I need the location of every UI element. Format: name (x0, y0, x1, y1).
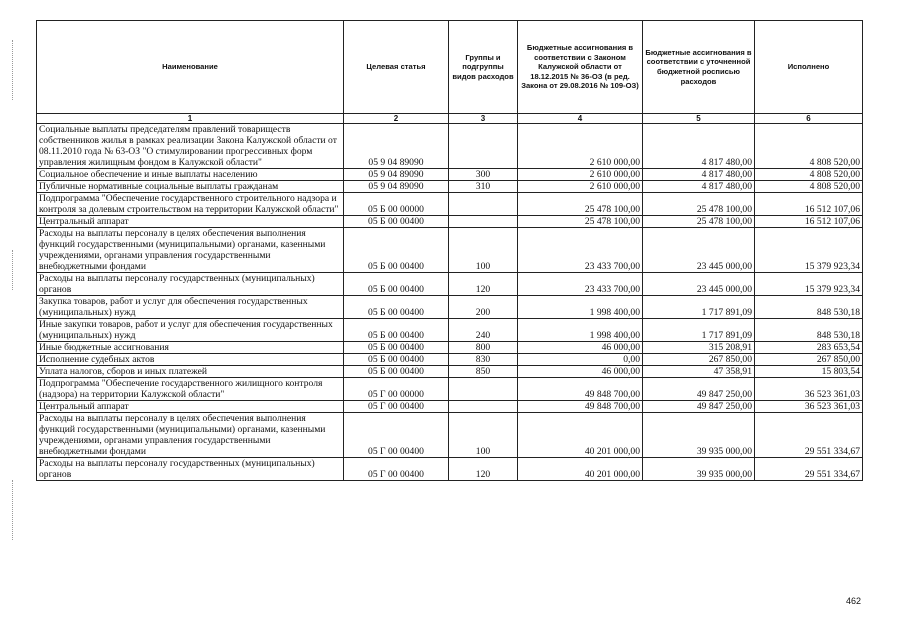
table-row (37, 342, 863, 354)
column-number: 4 (518, 114, 643, 124)
row-group: 100 (449, 228, 518, 273)
row-code: 05 Б 00 00400 (344, 342, 449, 354)
margin-dots (12, 480, 13, 540)
row-group: 850 (449, 366, 518, 378)
table-row (37, 401, 863, 413)
table-row (37, 216, 863, 228)
row-name: Публичные нормативные социальные выплаты гражданам (37, 181, 344, 193)
row-group: 120 (449, 273, 518, 296)
row-budget: 23 433 700,00 (518, 273, 643, 296)
row-done: 15 379 923,34 (755, 273, 863, 296)
table-row (37, 413, 863, 458)
row-code: 05 9 04 89090 (344, 169, 449, 181)
column-number: 3 (449, 114, 518, 124)
table-row (37, 378, 863, 401)
row-budget: 40 201 000,00 (518, 413, 643, 458)
row-name: Социальное обеспечение и иные выплаты населению (37, 169, 344, 181)
row-name: Расходы на выплаты персоналу государственных (муниципальных) органов (37, 458, 344, 481)
row-refined: 25 478 100,00 (643, 193, 755, 216)
row-refined: 23 445 000,00 (643, 228, 755, 273)
row-name: Расходы на выплаты персоналу в целях обеспечения выполнения функций государственными (муниципальными) органами, казенными учреждениями, органами управления государственными внебюджетными фондами (37, 228, 344, 273)
row-name: Центральный аппарат (37, 216, 344, 228)
row-group: 200 (449, 296, 518, 319)
row-code: 05 Г 00 00400 (344, 413, 449, 458)
row-done: 4 808 520,00 (755, 169, 863, 181)
row-done: 4 808 520,00 (755, 124, 863, 169)
row-done: 848 530,18 (755, 319, 863, 342)
row-group: 310 (449, 181, 518, 193)
row-budget: 49 848 700,00 (518, 378, 643, 401)
row-code: 05 Б 00 00400 (344, 319, 449, 342)
row-code: 05 Б 00 00400 (344, 296, 449, 319)
table-row (37, 228, 863, 273)
row-budget: 2 610 000,00 (518, 169, 643, 181)
row-name: Подпрограмма "Обеспечение государственного жилищного контроля (надзора) на территории Калужской области" (37, 378, 344, 401)
header-name: Наименование (37, 21, 344, 114)
column-number: 5 (643, 114, 755, 124)
column-number-row (37, 114, 863, 124)
row-refined: 1 717 891,09 (643, 296, 755, 319)
column-number: 1 (37, 114, 344, 124)
header-refined: Бюджетные ассигнования в соответствии с уточненной бюджетной росписью расходов (643, 21, 755, 114)
budget-table (36, 20, 863, 481)
row-name: Социальные выплаты председателям правлений товариществ собственников жилья в рамках реализации Закона Калужской области от 08.11.2010 года № 63-ОЗ "О стимулировании прогрессивных форм управления жилищным фондом в Калужской области" (37, 124, 344, 169)
row-code: 05 Г 00 00400 (344, 401, 449, 413)
row-budget: 25 478 100,00 (518, 193, 643, 216)
row-refined: 23 445 000,00 (643, 273, 755, 296)
row-budget: 2 610 000,00 (518, 181, 643, 193)
table-row (37, 273, 863, 296)
header-row (37, 21, 863, 114)
row-refined: 49 847 250,00 (643, 401, 755, 413)
row-code: 05 Г 00 00000 (344, 378, 449, 401)
row-group: 120 (449, 458, 518, 481)
row-name: Центральный аппарат (37, 401, 344, 413)
row-name: Иные закупки товаров, работ и услуг для обеспечения государственных (муниципальных) нужд (37, 319, 344, 342)
row-code: 05 Г 00 00400 (344, 458, 449, 481)
column-number: 6 (755, 114, 863, 124)
row-code: 05 Б 00 00000 (344, 193, 449, 216)
header-done: Исполнено (755, 21, 863, 114)
row-refined: 1 717 891,09 (643, 319, 755, 342)
table-row (37, 193, 863, 216)
row-refined: 25 478 100,00 (643, 216, 755, 228)
row-group (449, 193, 518, 216)
header-code: Целевая статья (344, 21, 449, 114)
row-done: 15 379 923,34 (755, 228, 863, 273)
row-name: Подпрограмма "Обеспечение государственного строительного надзора и контроля за долевым строительством на территории Калужской области" (37, 193, 344, 216)
row-done: 848 530,18 (755, 296, 863, 319)
row-refined: 315 208,91 (643, 342, 755, 354)
row-refined: 4 817 480,00 (643, 181, 755, 193)
row-done: 36 523 361,03 (755, 401, 863, 413)
row-name: Закупка товаров, работ и услуг для обеспечения государственных (муниципальных) нужд (37, 296, 344, 319)
row-name: Иные бюджетные ассигнования (37, 342, 344, 354)
row-group (449, 401, 518, 413)
row-refined: 4 817 480,00 (643, 169, 755, 181)
row-name: Уплата налогов, сборов и иных платежей (37, 366, 344, 378)
margin-dots (12, 40, 13, 100)
row-name: Расходы на выплаты персоналу государственных (муниципальных) органов (37, 273, 344, 296)
header-group: Группы и подгруппы видов расходов (449, 21, 518, 114)
row-budget: 49 848 700,00 (518, 401, 643, 413)
row-group (449, 216, 518, 228)
row-code: 05 Б 00 00400 (344, 354, 449, 366)
row-group: 100 (449, 413, 518, 458)
margin-dots (12, 250, 13, 290)
row-budget: 46 000,00 (518, 342, 643, 354)
row-group: 240 (449, 319, 518, 342)
table-row (37, 124, 863, 169)
row-group: 300 (449, 169, 518, 181)
row-name: Расходы на выплаты персоналу в целях обеспечения выполнения функций государственными (муниципальными) органами, казенными учреждениями, органами управления государственными внебюджетными фондами (37, 413, 344, 458)
row-done: 15 803,54 (755, 366, 863, 378)
table-row (37, 354, 863, 366)
row-done: 4 808 520,00 (755, 181, 863, 193)
row-budget: 1 998 400,00 (518, 296, 643, 319)
table-row (37, 296, 863, 319)
row-code: 05 9 04 89090 (344, 124, 449, 169)
row-name: Исполнение судебных актов (37, 354, 344, 366)
row-refined: 4 817 480,00 (643, 124, 755, 169)
row-budget: 23 433 700,00 (518, 228, 643, 273)
row-budget: 46 000,00 (518, 366, 643, 378)
row-code: 05 Б 00 00400 (344, 366, 449, 378)
row-budget: 1 998 400,00 (518, 319, 643, 342)
row-code: 05 9 04 89090 (344, 181, 449, 193)
header-budget: Бюджетные ассигнования в соответствии с Законом Калужской области от 18.12.2015 № 36-ОЗ (в ред. Закона от 29.08.2016 № 109-ОЗ) (518, 21, 643, 114)
row-budget: 25 478 100,00 (518, 216, 643, 228)
row-done: 283 653,54 (755, 342, 863, 354)
row-refined: 39 935 000,00 (643, 413, 755, 458)
row-done: 29 551 334,67 (755, 413, 863, 458)
table-body (37, 124, 863, 481)
row-group (449, 124, 518, 169)
table-row (37, 319, 863, 342)
table-row (37, 169, 863, 181)
table-row (37, 181, 863, 193)
row-code: 05 Б 00 00400 (344, 273, 449, 296)
document-sheet (36, 20, 862, 481)
row-group: 800 (449, 342, 518, 354)
row-refined: 49 847 250,00 (643, 378, 755, 401)
row-code: 05 Б 00 00400 (344, 228, 449, 273)
table-row (37, 366, 863, 378)
table-row (37, 458, 863, 481)
row-group: 830 (449, 354, 518, 366)
row-done: 16 512 107,06 (755, 193, 863, 216)
row-budget: 0,00 (518, 354, 643, 366)
row-budget: 40 201 000,00 (518, 458, 643, 481)
row-refined: 267 850,00 (643, 354, 755, 366)
row-done: 16 512 107,06 (755, 216, 863, 228)
row-group (449, 378, 518, 401)
row-budget: 2 610 000,00 (518, 124, 643, 169)
row-code: 05 Б 00 00400 (344, 216, 449, 228)
page-number: 462 (845, 596, 861, 606)
row-refined: 47 358,91 (643, 366, 755, 378)
column-number: 2 (344, 114, 449, 124)
row-done: 267 850,00 (755, 354, 863, 366)
row-done: 29 551 334,67 (755, 458, 863, 481)
row-done: 36 523 361,03 (755, 378, 863, 401)
row-refined: 39 935 000,00 (643, 458, 755, 481)
